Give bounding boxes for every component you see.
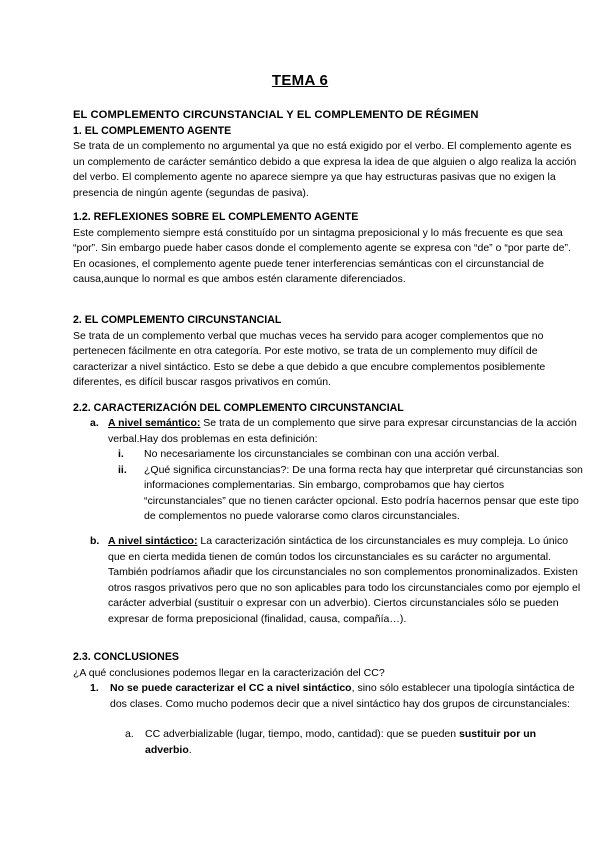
list-marker: 1. xyxy=(90,682,99,694)
conclusion-list-item-1 xyxy=(90,681,584,712)
list-item-a xyxy=(90,416,584,447)
paragraph: Este complemento siempre está constituído por un sintagma preposicional y lo más frecuente es que sea “por”. Sin embargo puede haber casos donde el complemento agente se expresa con “de” o “por parte de”. En ocasiones, el complemento agente puede tener interferencias semánticas con el circunstancial de causa,aunque lo normal es que ambos estén claramente diferenciados. xyxy=(73,226,571,285)
section-1 xyxy=(73,108,585,201)
item-lead: A nivel semántico: xyxy=(108,417,201,429)
conclusion-sub-item-a xyxy=(125,727,584,758)
section-1-2 xyxy=(73,210,585,288)
section-2-3 xyxy=(73,650,585,681)
item-lead: No se puede caracterizar el CC a nivel sintáctico xyxy=(110,682,352,694)
list-marker: a. xyxy=(125,728,134,740)
paragraph: Se trata de un complemento verbal que muchas veces ha servido para acoger complementos que no pertenecen fácilmente en otra categoría. Por este motivo, se trata de un complemento muy difícil de caracterizar a nivel sintáctico. Esto se debe a que debido a que encubre complementos posiblemente diferentes, es difícil buscar rasgos privativos en común. xyxy=(73,329,546,388)
item-text: Se trata de un complemento que sirve para expresar circunstancias de la acción verbal.Hay dos problemas en esta definición: xyxy=(108,417,577,445)
page-title: TEMA 6 xyxy=(271,72,329,89)
section-heading: 1. EL COMPLEMENTO AGENTE xyxy=(73,124,232,137)
list-marker: b. xyxy=(90,535,100,547)
item-text: CC adverbializable (lugar, tiempo, modo, cantidad): que se pueden xyxy=(145,728,460,740)
item-lead: A nivel sintáctico: xyxy=(108,535,198,547)
main-heading: EL COMPLEMENTO CIRCUNSTANCIAL Y EL COMPLEMENTO DE RÉGIMEN xyxy=(73,109,479,121)
sub-list-item xyxy=(118,447,584,463)
section-2-2 xyxy=(73,401,585,417)
list-marker: a. xyxy=(90,417,99,429)
item-bold-text: sustituir por un adverbio xyxy=(145,728,537,756)
section-heading: 1.2. REFLEXIONES SOBRE EL COMPLEMENTO AGENTE xyxy=(73,211,359,223)
list-marker: ii. xyxy=(118,463,127,476)
sub-list-item xyxy=(118,463,584,525)
section-heading: 2. EL COMPLEMENTO CIRCUNSTANCIAL xyxy=(73,314,282,326)
item-text: La caracterización sintáctica de los circunstanciales es muy compleja. Lo único que en cierta medida tienen de común todos los circunstanciales es su carácter no argumental. También podríamos añadir que los circunstanciales no son complementos pronominalizados. Existen otros rasgos privativos pero que no son aplicables para todo los circunstanciales como por ejemplo el carácter adverbial (sustituir o expresar con un adverbio). Ciertos circunstanciales sólo se pueden expresar de forma preposicional (finalidad, causa, compañía…). xyxy=(108,535,581,625)
sub-list xyxy=(118,447,584,525)
item-text: , sino sólo establecer una tipología sintáctica de dos clases. Como mucho podemos decir que a nivel sintáctico hay dos grupos de circunstanciales: xyxy=(110,682,575,710)
section-2 xyxy=(73,313,585,391)
list-item-b xyxy=(90,534,584,627)
list-marker: i. xyxy=(118,448,124,460)
paragraph: ¿A qué conclusiones podemos llegar en la caracterización del CC? xyxy=(73,666,385,679)
section-heading: 2.3. CONCLUSIONES xyxy=(73,651,179,663)
paragraph: Se trata de un complemento no argumental ya que no está exigido por el verbo. El complemento agente es un complemento de carácter semántico debido a que expresa la idea de que alguien o algo realiza la acción del verbo. El complemento agente no aparece siempre ya que hay estructuras pasivas que no exigen la presencia de ningún agente (segundas de pasiva). xyxy=(73,140,577,199)
section-heading: 2.2. CARACTERIZACIÓN DEL COMPLEMENTO CIRCUNSTANCIAL xyxy=(73,402,404,414)
item-text: No necesariamente los circunstanciales se combinan con una acción verbal. xyxy=(144,448,500,460)
item-end: . xyxy=(188,743,192,756)
item-text: ¿Qué significa circunstancias?: De una forma recta hay que interpretar qué circunstancias son informaciones complementarias. Sin embargo, comprobamos que hay ciertos “circunstanciales” que no tienen carácter opcional. Esto podría hacernos pensar que este tipo de complementos no puede valorarse como claros circunstanciales. xyxy=(144,463,583,522)
